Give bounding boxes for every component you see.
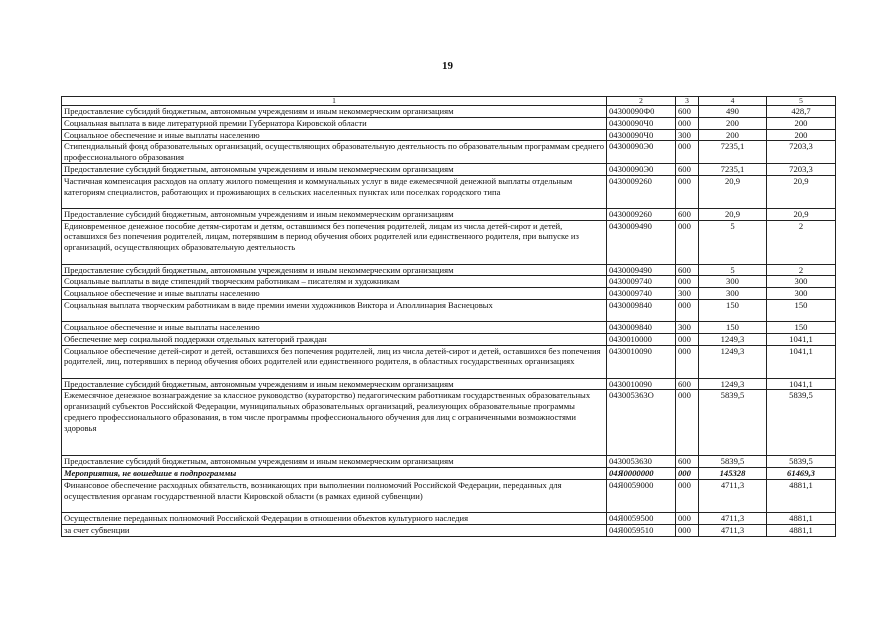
row-value-2: 1041,1 xyxy=(767,345,836,378)
header-col-4: 4 xyxy=(699,97,767,106)
table-row xyxy=(62,321,836,333)
row-code: 0430010090 xyxy=(607,345,676,378)
row-value-1: 5 xyxy=(699,220,767,264)
row-value-1: 20,9 xyxy=(699,208,767,220)
table-row xyxy=(62,220,836,264)
row-code: 0430053630 xyxy=(607,456,676,468)
row-code: 0430009260 xyxy=(607,208,676,220)
row-kvr: 600 xyxy=(676,163,699,175)
row-name: Предоставление субсидий бюджетным, автономным учреждениям и иным некоммерческим организациям xyxy=(62,163,607,175)
row-name: Социальное обеспечение и иные выплаты населению xyxy=(62,321,607,333)
row-kvr: 000 xyxy=(676,479,699,512)
row-value-1: 4711,3 xyxy=(699,524,767,536)
page-number: 19 xyxy=(442,60,453,72)
row-code: 04300090Ф0 xyxy=(607,106,676,118)
row-value-2: 1041,1 xyxy=(767,333,836,345)
row-value-1: 1249,3 xyxy=(699,378,767,390)
row-kvr: 000 xyxy=(676,175,699,208)
row-code: 04300090Э0 xyxy=(607,163,676,175)
row-value-1: 7235,1 xyxy=(699,141,767,164)
row-code: 0430009490 xyxy=(607,220,676,264)
row-kvr: 000 xyxy=(676,299,699,321)
row-code: 0430009840 xyxy=(607,321,676,333)
row-kvr: 000 xyxy=(676,220,699,264)
table-row xyxy=(62,208,836,220)
row-kvr: 600 xyxy=(676,106,699,118)
row-value-2: 20,9 xyxy=(767,208,836,220)
table-row xyxy=(62,264,836,276)
row-name: Предоставление субсидий бюджетным, автономным учреждениям и иным некоммерческим организациям xyxy=(62,106,607,118)
table-row xyxy=(62,468,836,480)
row-kvr: 000 xyxy=(676,512,699,524)
row-value-2: 150 xyxy=(767,321,836,333)
row-value-1: 300 xyxy=(699,288,767,300)
row-name: Социальное обеспечение и иные выплаты населению xyxy=(62,288,607,300)
table-row xyxy=(62,117,836,129)
row-kvr: 600 xyxy=(676,264,699,276)
row-value-2: 150 xyxy=(767,299,836,321)
row-code: 0430009740 xyxy=(607,276,676,288)
row-code: 0430009260 xyxy=(607,175,676,208)
row-value-2: 300 xyxy=(767,288,836,300)
row-kvr: 300 xyxy=(676,321,699,333)
row-name: Социальная выплата творческим работникам в виде премии имени художников Виктора и Аполлинария Васнецовых xyxy=(62,299,607,321)
row-value-1: 1249,3 xyxy=(699,333,767,345)
row-value-1: 20,9 xyxy=(699,175,767,208)
header-col-3: 3 xyxy=(676,97,699,106)
row-value-1: 490 xyxy=(699,106,767,118)
row-name: Обеспечение мер социальной поддержки отдельных категорий граждан xyxy=(62,333,607,345)
table-row xyxy=(62,299,836,321)
row-code: 0430009490 xyxy=(607,264,676,276)
row-value-1: 200 xyxy=(699,117,767,129)
row-value-1: 145328 xyxy=(699,468,767,480)
row-value-1: 150 xyxy=(699,321,767,333)
row-value-1: 5 xyxy=(699,264,767,276)
row-value-2: 2 xyxy=(767,220,836,264)
row-name: Предоставление субсидий бюджетным, автономным учреждениям и иным некоммерческим организациям xyxy=(62,456,607,468)
row-name: Социальное обеспечение и иные выплаты населению xyxy=(62,129,607,141)
row-kvr: 000 xyxy=(676,390,699,456)
row-kvr: 300 xyxy=(676,288,699,300)
row-value-2: 1041,1 xyxy=(767,378,836,390)
row-kvr: 000 xyxy=(676,333,699,345)
table-row xyxy=(62,106,836,118)
budget-table-body xyxy=(62,97,836,537)
row-value-2: 4881,1 xyxy=(767,512,836,524)
row-name: Социальная выплата в виде литературной премии Губернатора Кировской области xyxy=(62,117,607,129)
row-code: 04Я0059510 xyxy=(607,524,676,536)
row-value-1: 1249,3 xyxy=(699,345,767,378)
row-value-2: 5839,5 xyxy=(767,390,836,456)
row-value-2: 20,9 xyxy=(767,175,836,208)
row-name: Предоставление субсидий бюджетным, автономным учреждениям и иным некоммерческим организациям xyxy=(62,378,607,390)
row-value-1: 5839,5 xyxy=(699,390,767,456)
row-value-1: 7235,1 xyxy=(699,163,767,175)
row-code: 0430010090 xyxy=(607,378,676,390)
row-name: Осуществление переданных полномочий Российской Федерации в отношении объектов культурного наследия xyxy=(62,512,607,524)
row-name: за счет субвенции xyxy=(62,524,607,536)
row-code: 0430009840 xyxy=(607,299,676,321)
row-value-2: 200 xyxy=(767,117,836,129)
row-value-2: 2 xyxy=(767,264,836,276)
row-value-2: 4881,1 xyxy=(767,524,836,536)
row-kvr: 000 xyxy=(676,468,699,480)
row-kvr: 600 xyxy=(676,208,699,220)
table-header-row xyxy=(62,97,836,106)
row-kvr: 300 xyxy=(676,129,699,141)
row-name: Мероприятия, не вошедшие в подпрограммы xyxy=(62,468,607,480)
table-row xyxy=(62,456,836,468)
table-row xyxy=(62,129,836,141)
table-row xyxy=(62,378,836,390)
row-value-1: 200 xyxy=(699,129,767,141)
row-name: Социальные выплаты в виде стипендий творческим работникам – писателям и художникам xyxy=(62,276,607,288)
row-value-2: 200 xyxy=(767,129,836,141)
row-code: 04300090Ч0 xyxy=(607,117,676,129)
row-value-2: 300 xyxy=(767,276,836,288)
row-value-2: 7203,3 xyxy=(767,163,836,175)
row-name: Единовременное денежное пособие детям-сиротам и детям, оставшимся без попечения родителей, лицам из числа детей-сирот и детей, оставшихся без попечения родителей, лицам, потерявшим в период обучения обоих родителей или единственного родителя, при выпуске из организаций, осуществляющих образовательную деятельность xyxy=(62,220,607,264)
header-col-2: 2 xyxy=(607,97,676,106)
row-name: Частичная компенсация расходов на оплату жилого помещения и коммунальных услуг в виде ежемесячной денежной выплаты отдельным категориям специалистов, работающих и проживающих в сельских населенных пунктах или поселках городского типа xyxy=(62,175,607,208)
row-name: Социальное обеспечение детей-сирот и детей, оставшихся без попечения родителей, лиц из числа детей-сирот и детей, оставшихся без попечения родителей, лиц, потерявших в период обучения обоих родителей или единственного родителя, в областных государственных организациях xyxy=(62,345,607,378)
row-kvr: 000 xyxy=(676,524,699,536)
table-row xyxy=(62,345,836,378)
row-value-2: 428,7 xyxy=(767,106,836,118)
table-row xyxy=(62,512,836,524)
row-value-2: 7203,3 xyxy=(767,141,836,164)
row-value-2: 61469,3 xyxy=(767,468,836,480)
row-code: 04Я0059000 xyxy=(607,479,676,512)
table-row xyxy=(62,333,836,345)
row-kvr: 000 xyxy=(676,345,699,378)
header-col-5: 5 xyxy=(767,97,836,106)
row-value-1: 150 xyxy=(699,299,767,321)
row-kvr: 000 xyxy=(676,141,699,164)
row-code: 043005363О xyxy=(607,390,676,456)
table-row xyxy=(62,141,836,164)
row-name: Ежемесячное денежное вознаграждение за классное руководство (кураторство) педагогическим работникам государственных образовательных организаций субъектов Российской Федерации, муниципальных образовательных организаций, реализующих образовательные программы среднего профессионального образования, в том числе программы профессионального обучения для лиц с ограниченными возможностями здоровья xyxy=(62,390,607,456)
row-code: 04300090Э0 xyxy=(607,141,676,164)
table-row xyxy=(62,524,836,536)
table-row xyxy=(62,479,836,512)
row-name: Предоставление субсидий бюджетным, автономным учреждениям и иным некоммерческим организациям xyxy=(62,208,607,220)
row-code: 0430009740 xyxy=(607,288,676,300)
row-code: 0430010000 xyxy=(607,333,676,345)
row-kvr: 600 xyxy=(676,378,699,390)
row-code: 04Я0000000 xyxy=(607,468,676,480)
row-value-1: 300 xyxy=(699,276,767,288)
table-row xyxy=(62,163,836,175)
table-row xyxy=(62,390,836,456)
table-row xyxy=(62,276,836,288)
row-kvr: 000 xyxy=(676,276,699,288)
row-name: Предоставление субсидий бюджетным, автономным учреждениям и иным некоммерческим организациям xyxy=(62,264,607,276)
row-value-1: 5839,5 xyxy=(699,456,767,468)
row-kvr: 600 xyxy=(676,456,699,468)
header-col-1: 1 xyxy=(62,97,607,106)
row-value-2: 4881,1 xyxy=(767,479,836,512)
row-name: Финансовое обеспечение расходных обязательств, возникающих при выполнении полномочий Российской Федерации, переданных для осуществления органам государственной власти Кировской области (в рамках единой субвенции) xyxy=(62,479,607,512)
row-name: Стипендиальный фонд образовательных организаций, осуществляющих образовательную деятельность по образовательным программам среднего профессионального образования xyxy=(62,141,607,164)
row-value-2: 5839,5 xyxy=(767,456,836,468)
row-value-1: 4711,3 xyxy=(699,512,767,524)
row-value-1: 4711,3 xyxy=(699,479,767,512)
row-code: 04Я0059500 xyxy=(607,512,676,524)
budget-table xyxy=(61,96,836,537)
table-row xyxy=(62,175,836,208)
row-code: 04300090Ч0 xyxy=(607,129,676,141)
row-kvr: 000 xyxy=(676,117,699,129)
table-row xyxy=(62,288,836,300)
